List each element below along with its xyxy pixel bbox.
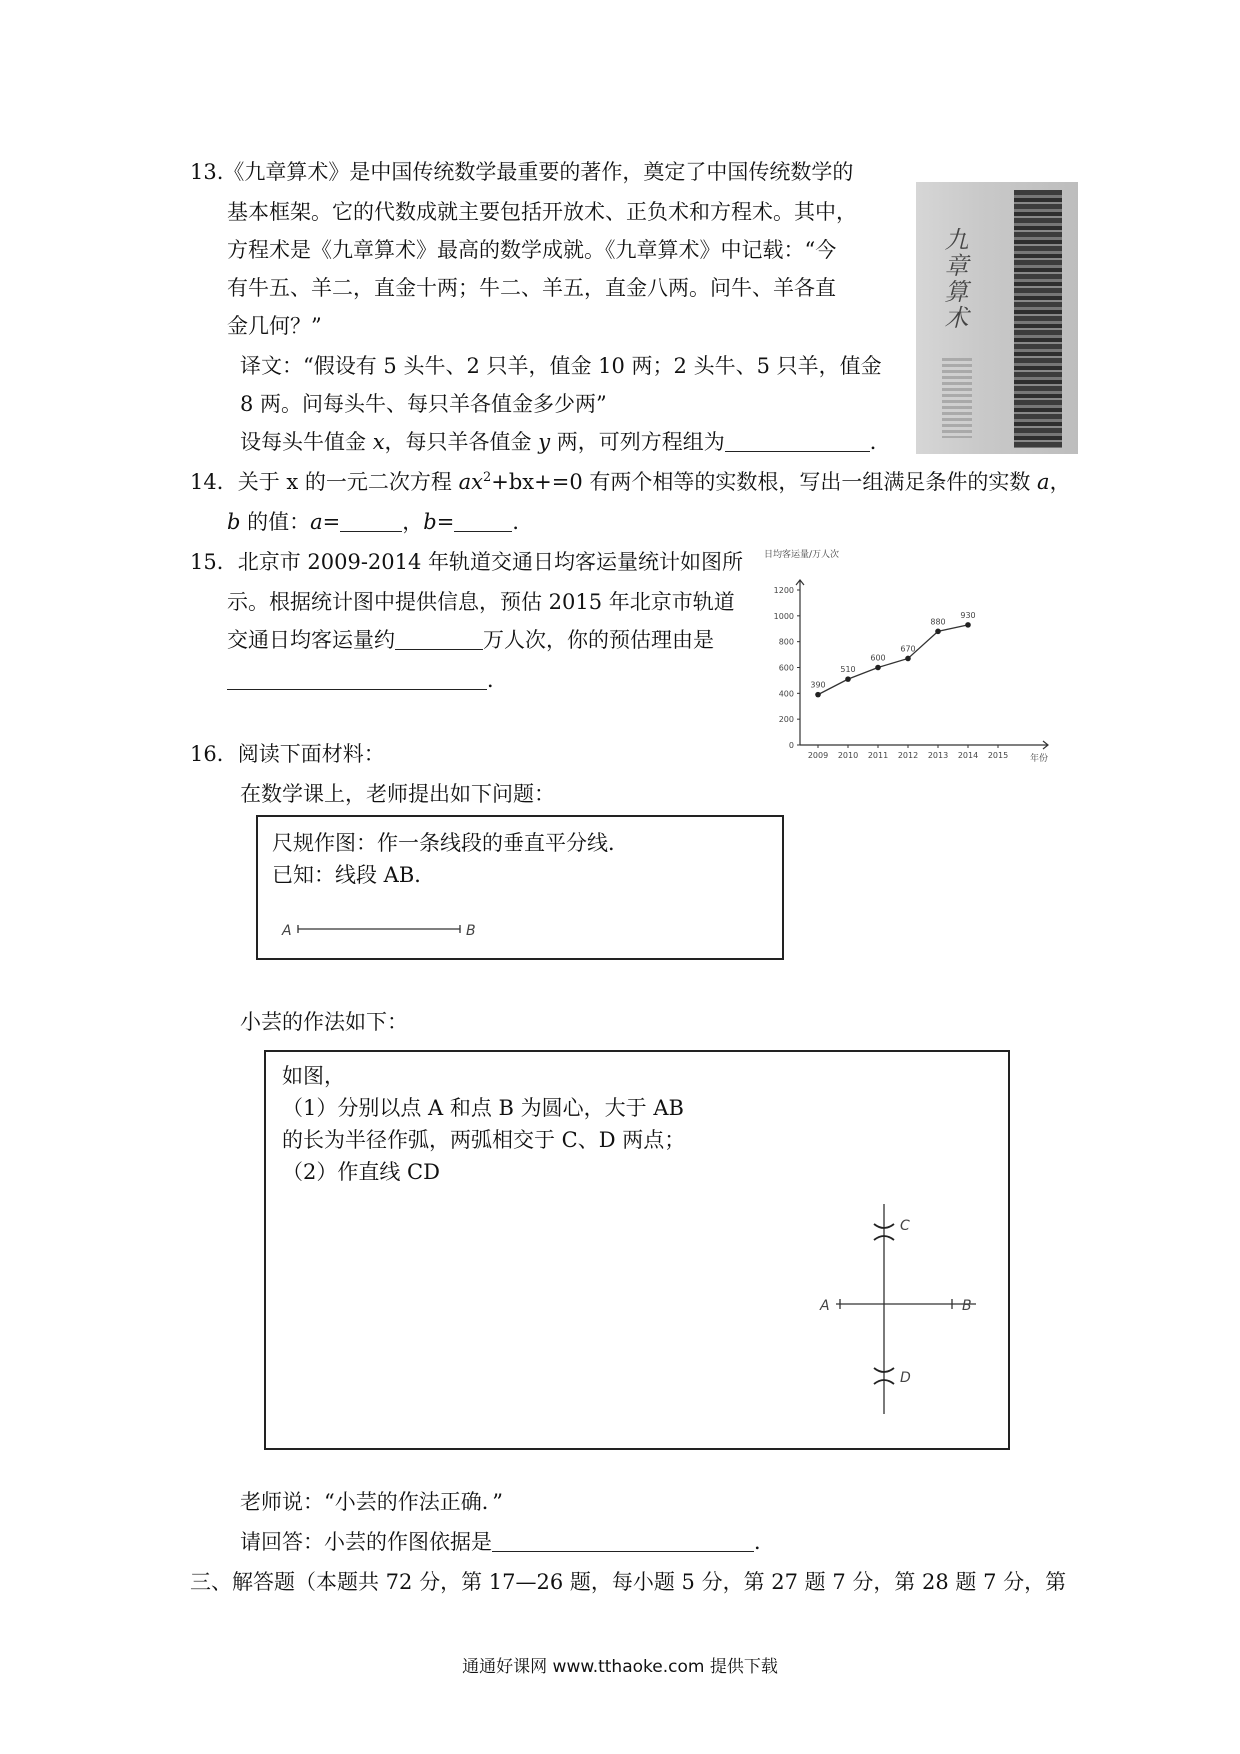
q13-line-7: 8 两。问每头牛、每只羊各值金多少两”: [240, 392, 607, 416]
point-b-label: B: [962, 1298, 972, 1314]
y-tick-label-800: 800: [778, 637, 794, 647]
point-c-label: C: [900, 1218, 910, 1234]
data-point-2011: [875, 665, 881, 671]
point-d-label: D: [900, 1370, 911, 1386]
book-cover-photo: [916, 182, 1078, 454]
book-title-calligraphy: 九章算术: [940, 227, 968, 331]
perpendicular-bisector-figure: [776, 1192, 976, 1417]
y-tick-label-1200: 1200: [773, 586, 794, 595]
point-a-label: A: [820, 1298, 830, 1314]
data-point-2010: [845, 676, 851, 682]
q15-line-1: 15．北京市 2009-2014 年轨道交通日均客运量统计如图所: [190, 550, 744, 574]
q13-line-2: 基本框架。它的代数成就主要包括开放术、正负术和方程术。其中，: [227, 200, 857, 224]
q16-line-3: 小芸的作法如下：: [240, 1010, 408, 1034]
section-3-heading: 三、解答题（本题共 72 分，第 17—26 题，每小题 5 分，第 27 题 7 分，第 28 题 7 分，第: [190, 1570, 1067, 1594]
segment-ab-figure: [278, 917, 478, 947]
q14-line-2: b 的值：a= ，b= ．: [227, 510, 534, 534]
answer-blank: [395, 628, 483, 650]
problem-box-line-2: 已知：线段 AB．: [272, 863, 436, 887]
y-tick-label-600: 600: [778, 663, 794, 673]
book-cover-seal: [942, 358, 972, 438]
q13-line-8: 设每头牛值金 x，每只羊各值金 y 两，可列方程组为 ．: [240, 430, 891, 454]
q16-line-5: 请回答：小芸的作图依据是 ．: [240, 1530, 775, 1554]
answer-blank: [492, 1530, 754, 1552]
solution-box-line-2: （1）分别以点 A 和点 B 为圆心，大于 AB: [282, 1096, 684, 1120]
data-label-2011: 600: [870, 653, 886, 663]
point-a-label: A: [282, 923, 292, 939]
q13-line-1: 13.《九章算术》是中国传统数学最重要的著作，奠定了中国传统数学的: [190, 160, 854, 184]
answer-blank: [227, 668, 487, 690]
book-spine: [1014, 190, 1062, 448]
y-tick-label-200: 200: [778, 715, 794, 725]
x-tick-label-2009: 2009: [807, 751, 829, 760]
q16-line-2: 在数学课上，老师提出如下问题：: [240, 782, 555, 806]
data-point-2013: [935, 629, 941, 635]
x-tick-label-2014: 2014: [957, 751, 979, 760]
q14-line-1: 14．关于 x 的一元二次方程 $ax^2+bx+=0$ 有两个相等的实数根，写出一组满足条件的实数 a，: [190, 470, 1071, 494]
solution-box-line-3: 的长为半径作弧，两弧相交于 C、D 两点；: [282, 1128, 686, 1152]
page-footer: 通通好课网 www.tthaoke.com 提供下载: [462, 1657, 778, 1677]
y-tick-label-400: 400: [778, 689, 794, 699]
data-label-2010: 510: [840, 665, 856, 675]
answer-blank: [725, 430, 870, 452]
series-line: [818, 625, 968, 695]
x-tick-label-2010: 2010: [837, 751, 859, 760]
q13-line-6: 译文：“假设有 5 头牛、2 只羊，值金 10 两；2 头牛、5 只羊，值金: [240, 354, 882, 378]
solution-box-line-4: （2）作直线 CD: [282, 1160, 440, 1184]
data-point-2009: [815, 692, 821, 698]
x-tick-label-2011: 2011: [867, 751, 889, 760]
q15-line-2: 示。根据统计图中提供信息，预估 2015 年北京市轨道: [227, 590, 735, 614]
point-b-label: B: [466, 923, 476, 939]
x-tick-label-2015: 2015: [987, 751, 1009, 760]
data-label-2009: 390: [810, 680, 826, 690]
x-axis-label: 年份: [1030, 754, 1049, 764]
answer-blank: [454, 510, 512, 532]
data-label-2013: 880: [930, 617, 946, 627]
q13-line-4: 有牛五、羊二，直金十两；牛二、羊五，直金八两。问牛、羊各直: [227, 276, 836, 300]
q15-line-4: ．: [227, 668, 508, 693]
q15-line-3: 交通日均客运量约 万人次，你的预估理由是: [227, 628, 714, 652]
x-tick-label-2012: 2012: [897, 751, 919, 760]
q13-line-3: 方程术是《九章算术》最高的数学成就。《九章算术》中记载：“今: [227, 238, 837, 262]
ridership-line-chart: [760, 545, 1060, 765]
q13-line-5: 金几何？”: [227, 314, 322, 338]
y-tick-label-1000: 1000: [773, 611, 794, 621]
data-label-2012: 670: [900, 644, 916, 654]
data-label-2014: 930: [960, 610, 976, 620]
y-axis-label: 日均客运量/万人次: [764, 550, 840, 560]
problem-box-line-1: 尺规作图：作一条线段的垂直平分线．: [272, 831, 629, 855]
solution-box: [264, 1050, 1010, 1450]
problem-box: [256, 815, 784, 960]
q16-line-1: 16．阅读下面材料：: [190, 742, 385, 766]
x-tick-label-2013: 2013: [927, 751, 949, 760]
solution-box-line-1: 如图，: [282, 1064, 345, 1088]
data-point-2014: [965, 622, 971, 628]
q16-line-4: 老师说：“小芸的作法正确．”: [240, 1490, 503, 1514]
y-tick-label-0: 0: [788, 741, 794, 750]
answer-blank: [340, 510, 402, 532]
data-point-2012: [905, 656, 911, 662]
